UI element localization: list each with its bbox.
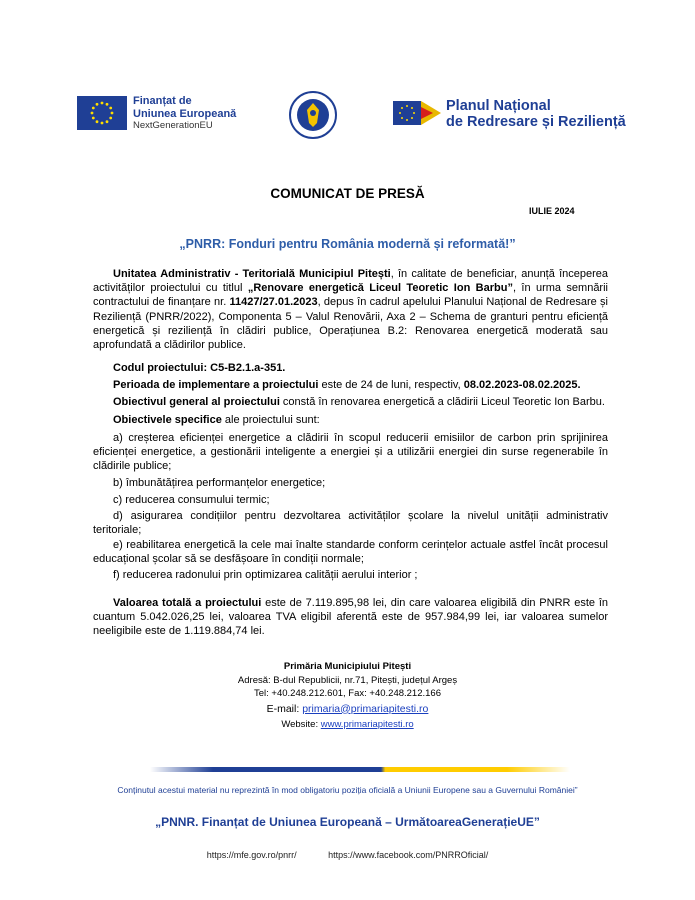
eu-line-1: Finanțat de [133, 95, 192, 107]
intro-text-3: , depus în cadrul apelului Planului Național de Redresare și Reziliență (PNRR/2022), Componenta 5 – Valul Renovării, Axa 2 – Schema de granturi pentru eficiență energetică și reziliență în clădiri publice, Operațiunea B.2: Renovarea energetică moderată sau aprofundată a clădirilor publice. [93, 296, 608, 352]
email-label: E-mail: [266, 702, 303, 715]
website-label: Website: [281, 719, 321, 730]
objective-item-b: b) îmbunătățirea performanțelor energetice; [113, 477, 326, 489]
specific-objectives-text: ale proiectului sunt: [221, 414, 320, 426]
headline: „PNRR: Fonduri pentru România modernă și reformată!” [179, 237, 516, 251]
facebook-url-link[interactable]: https://www.facebook.com/PNRROficial/ [328, 850, 489, 860]
eu-line-3: NextGenerationEU [133, 120, 213, 131]
project-title: „Renovare energetică Liceul Teoretic Ion Barbu” [247, 282, 513, 295]
general-objective-label: Obiectivul general al proiectului [113, 396, 280, 408]
period-dates: 08.02.2023-08.02.2025. [463, 379, 581, 391]
specific-objectives-label: Obiectivele specifice [113, 414, 222, 426]
project-code [113, 361, 285, 375]
org-name: Unitatea Administrativ - Teritorială Municipiul Pitești [113, 268, 391, 280]
pnrr-label [446, 98, 626, 130]
email-link[interactable]: primaria@primariapitesti.ro [302, 702, 429, 715]
objective-item-e: e) reabilitarea energetică la cele mai înalte standarde conform cerințelor actuale astfel încât procesul educațional școlar să se desfășoare în condiții normale; [93, 539, 608, 566]
objective-item-d: d) asigurarea condițiilor pentru dezvoltarea activităților școlare la nivelul unității administrativ teritoriale; [93, 510, 608, 537]
slogan-text: „PNNR. Finanțat de Uniunea Europeană – UrmătoareaGenerațieUE” [155, 815, 540, 829]
pnrr-logo-icon [393, 99, 441, 129]
objective-item-c: c) reducerea consumului termic; [113, 494, 270, 506]
pnrr-line-2: de Redresare și Reziliență [446, 114, 626, 130]
implementation-period [113, 378, 581, 392]
objective-item-a: a) creșterea eficienței energetice a clădirii în scopul reducerii emisiilor de carbon prin sprijinirea eficienței energetice, a gestionării inteligente a energiei și a utilizării energiei din surse regenerabile în clădirile publice; [93, 432, 608, 473]
contact-address: Adresă: B-dul Republicii, nr.71, Pitești, județul Argeș [237, 674, 458, 686]
release-date: IULIE 2024 [529, 206, 575, 216]
period-label: Perioada de implementare a proiectului [113, 379, 319, 391]
eu-stars-icon [77, 96, 127, 130]
contact-block [0, 660, 695, 732]
value-label: Valoarea totală a proiectului [113, 597, 262, 609]
intro-text-2: , în urma semnării contractului de finanțare nr. [93, 282, 608, 309]
period-text: este de 24 de luni, respectiv, [318, 379, 464, 391]
contact-phone: Tel: +40.248.212.601, Fax: +40.248.212.166 [254, 688, 441, 699]
objective-item-f: f) reducerea radonului prin optimizarea calității aerului interior ; [113, 569, 418, 581]
general-objective [113, 395, 605, 409]
footer-links [0, 850, 695, 860]
eu-flag-logo [77, 96, 127, 130]
intro-paragraph [93, 267, 608, 352]
project-value-paragraph [93, 596, 608, 639]
contract-number: 11427/27.01.2023 [229, 296, 318, 309]
pnrr-line-1: Planul Național [446, 98, 551, 114]
project-code-text: Codul proiectului: C5-B2.1.a-351. [113, 362, 286, 374]
specific-objectives [113, 413, 320, 427]
contact-name: Primăria Municipiului Pitești [283, 661, 412, 672]
romanian-government-seal-icon [288, 90, 338, 140]
value-text: este de 7.119.895,98 lei, din care valoarea eligibilă din PNRR este în cuantum 5.042.026,25 lei, valoarea TVA eligibil aferentă este de 957.984,99 lei, iar valoarea sumelor neeligibile este de 1.119.884,74 lei. [93, 597, 608, 638]
intro-text-1: , în calitate de beneficiar, anunță începerea activităților proiectului cu titlul [93, 268, 608, 295]
eu-line-2: Uniunea Europeană [133, 107, 237, 120]
page-title: COMUNICAT DE PRESĂ [270, 186, 425, 201]
general-objective-text: constă în renovarea energetică a clădirii Liceul Teoretic Ion Barbu. [279, 396, 605, 408]
mfe-url-link[interactable]: https://mfe.gov.ro/pnrr/ [206, 850, 297, 860]
disclaimer-text: Conținutul acestui material nu reprezintă în mod obligatoriu poziția oficială a Uniunii Europene sau a Guvernului României” [117, 785, 578, 795]
footer-color-bar [150, 759, 570, 764]
website-link[interactable]: www.primariapitesti.ro [320, 719, 414, 730]
eu-funding-label [133, 95, 236, 133]
